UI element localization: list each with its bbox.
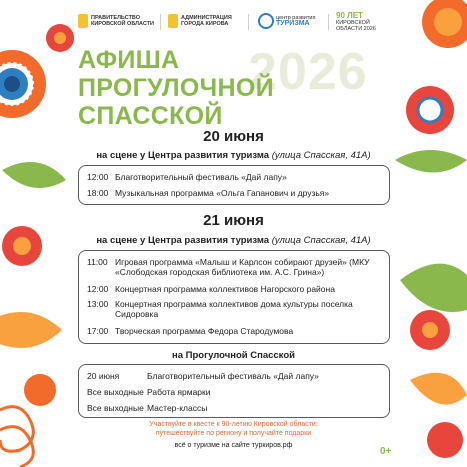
logo-text: КИРОВСКОЙ ОБЛАСТИ xyxy=(91,21,154,27)
event-description: Работа ярмарки xyxy=(147,387,211,397)
event-description: Творческая программа Федора Стародумова xyxy=(115,326,294,336)
event-description: Концертная программа коллективов Нагорского района xyxy=(115,284,335,294)
event-time: 13:00 xyxy=(87,299,109,309)
event-time: Все выходные xyxy=(87,403,144,413)
event-time: 18:00 xyxy=(87,188,109,198)
event-description: Мастер-классы xyxy=(147,403,208,413)
logo-text: ОБЛАСТИ 2026 xyxy=(336,26,376,32)
event-description: Музыкальная программа «Ольга Гапанович и друзья» xyxy=(115,188,330,198)
logo-text: АДМИНИСТРАЦИЯ xyxy=(181,15,232,21)
logo-text: центр развития xyxy=(276,15,316,21)
venue-name: на сцене у Центра развития туризма xyxy=(96,235,270,246)
day-heading: 21 июня xyxy=(203,212,264,229)
event-time: 12:00 xyxy=(87,172,109,182)
title-line: АФИША xyxy=(78,46,180,74)
event-description: Концертная программа коллективов дома культуры поселка Сидоровка xyxy=(115,299,353,319)
event-description: Благотворительный фестиваль «Дай лапу» xyxy=(115,172,287,182)
logo-text: 90 ЛЕТ xyxy=(336,11,363,20)
footer-website: всё о туризме на сайте туркиров.рф xyxy=(174,442,293,449)
day-heading: 20 июня xyxy=(203,128,264,145)
venue-name: на сцене у Центра развития туризма xyxy=(96,150,270,161)
logo-text: КИРОВСКОЙ xyxy=(336,20,370,26)
event-description: Игровая программа «Малыш и Карлсон собирают друзей» (МКУ «Слободская городская библиотека им. А.С. Грина») xyxy=(115,257,370,277)
page-title xyxy=(78,46,398,130)
logo-text: ГОРОДА КИРОВА xyxy=(181,21,229,27)
event-time: 11:00 xyxy=(87,257,108,267)
government-emblem-icon xyxy=(78,14,88,28)
venue-line xyxy=(0,235,467,246)
event-time: 20 июня xyxy=(87,371,120,381)
divider xyxy=(248,14,249,30)
schedule-box xyxy=(78,165,390,205)
tourism-logo-icon xyxy=(258,13,274,29)
event-time: 17:00 xyxy=(87,326,109,336)
footer xyxy=(0,420,467,450)
title-line: ПРОГУЛОЧНОЙ СПАССКОЙ xyxy=(78,74,274,130)
schedule-box xyxy=(78,250,390,344)
city-emblem-icon xyxy=(168,14,178,28)
divider xyxy=(328,14,329,30)
logo-text: ПРАВИТЕЛЬСТВО xyxy=(91,15,141,21)
event-time: 12:00 xyxy=(87,284,109,294)
header-logos xyxy=(78,12,388,34)
year-watermark: 2026 xyxy=(248,43,368,101)
schedule-box xyxy=(78,364,390,418)
age-rating-badge: 0+ xyxy=(380,446,392,457)
venue-address: (улица Спасская, 41А) xyxy=(271,235,371,246)
footer-text: путешествуйте по региону и получайте подарки xyxy=(155,430,312,437)
venue-address: (улица Спасская, 41А) xyxy=(271,150,371,161)
venue-line xyxy=(0,150,467,161)
divider xyxy=(160,14,161,30)
logo-text: ТУРИЗМА xyxy=(276,20,310,27)
event-description: Благотворительный фестиваль «Дай лапу» xyxy=(147,371,319,381)
event-time: Все выходные xyxy=(87,387,144,397)
footer-text: Участвуйте в квесте к 90-летию Кировской области: xyxy=(149,421,318,428)
venue-line: на Прогулочной Спасской xyxy=(172,350,295,361)
